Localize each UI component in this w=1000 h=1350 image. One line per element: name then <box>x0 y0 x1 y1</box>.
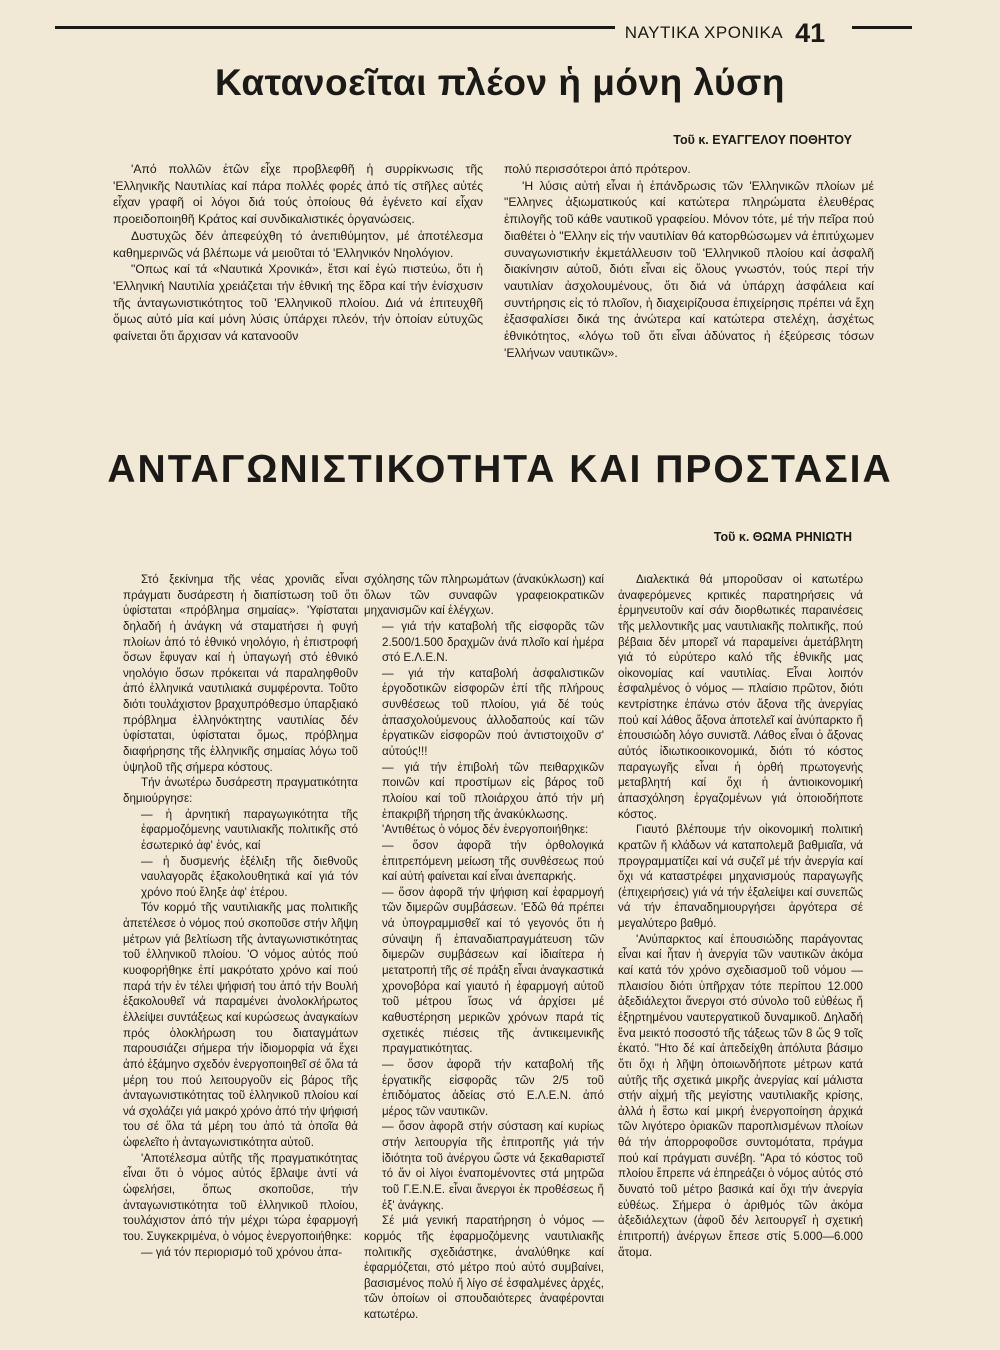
list-item: — γιά τόν περιορισμό τοῦ χρόνου ἀπα- <box>141 1245 343 1259</box>
article-2-column-3 <box>618 572 863 1260</box>
paragraph: Διαλεκτικά θά μποροῦσαν οἱ κατωτέρω ἀναφερόμενες κριτικές παρατηρήσεις νά ἑρμηνευτοῦν καί σάν διορθωτικές παραινέσεις τῆς μελλοντικῆς μας ναυτιλιακῆς πολιτικῆς, πού βέβαια δέν μπορεῖ νά παραμείνει ἀμετάβλητη γιά τό εὐρύτερο καλό τῆς ἐθνικῆς μας οἰκονομίας καί ναυτιλίας. Εἶναι λοιπόν ἐσφαλμένος ὁ νόμος — πλαίσιο πρῶτον, διότι κεντρίστηκε ἐπάνω στόν ἄξονα τῆς ἀνεργίας πού καί λάθος ἄξονα ἀποτελεῖ καί ἀνύπαρκτο ἤ ἐπουσιώδη λόγο συνιστᾶ. Λάθος εἶναι ὁ ἄξονας αὐτός ἰδιωτικοοικονομικά, διότι τό κόστος παραγωγῆς εἶναι ἡ ὀρθή πρωτογενής μεταβλητή καί ὄχι ἡ ἀντιοικονομική ἀπασχόληση ἐργαζομένων γιά ὁποιοδήποτε κόστος. <box>618 573 863 821</box>
paragraph: Τόν κορμό τῆς ναυτιλιακῆς μας πολιτικῆς ἀπετέλεσε ὁ νόμος πού σκοποῦσε στήν λῆψη μέτρων γιά βελτίωση τῆς ἀνταγωνιστικότητας τοῦ ἑλληνικοῦ πλοίου. 'Ο νόμος αὐτός πού κυοφορήθηκε ἐπί μακρότατο χρόνο καί πού παρά τήν ἐν τέλει ψήφισή του ἀπό τήν Βουλή ἐξακολουθεῖ νά παραμένει ἀνολοκλήρωτος ἐλλείψει συντάξεως καί κυρώσεως ἀναγκαίων πρός ὁλοκλήρωση του διαταγμάτων παρουσιάζει σήμερα τήν ἰδιομορφία νά ἔχει ἀπό ἑξάμηνο σχεδόν ἐνεργοποιηθεῖ σέ ὅλα τά μέρη του πού λειτουργοῦν εἰς βάρος τῆς ἀνταγωνιστικότητας τοῦ ἑλληνικοῦ πλοίου καί νά σχολάζει γιά μακρό χρόνο ἀπό τήν ψήφισή του σέ ὅλα τά μέρη του ἀπό τά ὁποῖα θά ὠφελεῖτο ἡ ἀνταγωνιστικότητα αὐτοῦ. <box>123 901 358 1150</box>
list-item: — ὅσον ἀφορᾶ τήν ὀρθολογικά ἐπιτρεπόμενη μείωση τῆς συνθέσεως πού καί αὐτή φαίνεται καί εἶναι ἀνεπαρκής. <box>382 838 604 884</box>
paragraph: σχόλησης τῶν πληρωμάτων (ἀνακύκλωση) καί ὅλων τῶν συναφῶν γραφειοκρατικῶν μηχανισμῶν καί ἐλέγχων. <box>364 573 604 618</box>
paragraph: Τήν ἀνωτέρω δυσάρεστη πραγματικότητα δημιούργησε: <box>123 776 358 805</box>
list-item: — γιά τήν ἐπιβολή τῶν πειθαρχικῶν ποινῶν καί προστίμων εἰς βάρος τοῦ πλοίου καί τοῦ πλοιάρχου ἀπό τήν μή ἐπακριβῆ τήρηση τῆς ἀνακύκλωσης. <box>382 760 604 821</box>
list-item: — ὅσον ἀφορᾶ τήν ψήφιση καί ἐφαρμογή τῶν διμερῶν συμβάσεων. 'Εδῶ θά πρέπει νά ὑπογραμμισθεῖ καί τό γεγονός ὅτι ἡ σύναψη ἤ ἐπαναδιαπραγμάτευση τῶν διμερῶν συμβάσεων καί ἰδιαίτερα ἡ μετατροπή τῆς σέ πράξη εἶναι ἀναγκαστικά χρονοβόρα καί γιαυτό ἡ ἐφαρμογή αὐτοῦ τοῦ μέτρου ἴσως νά ἀρχίσει μέ καθυστέρηση μερικῶν χρόνων παρά τίς σχετικές πιέσεις τῆς ἀντικειμενικῆς πραγματικότητας. <box>382 885 604 1056</box>
article-2-column-1 <box>123 572 358 1260</box>
article-2-title: ΑΝΤΑΓΩΝΙΣΤΙΚΟΤΗΤΑ ΚΑΙ ΠΡΟΣΤΑΣΙΑ <box>107 448 893 491</box>
paragraph: Γιαυτό βλέπουμε τήν οἰκονομική πολιτική κρατῶν ἤ κλάδων νά καταπολεμᾶ βαθμιαῖα, νά προγραμματίζει καί νά συζεῖ μέ τήν ἀνεργία καί ὄχι νά καταστρέφει μηχανισμούς παραγωγῆς (ἐπιχειρήσεις) γιά νά τήν ἐξαλείψει καί συνεπῶς νά τήν ἐπαναδημιουργήσει ἀργότερα σέ μεγαλύτερο βαθμό. <box>618 823 863 931</box>
paragraph: 'Η λύσις αὐτή εἶναι ἡ ἐπάνδρωσις τῶν 'Ελληνικῶν πλοίων μέ "Ελληνες ἀξιωματικούς καί κατώτερα πληρώματα ἐλευθέρας ἐπιλογῆς τοῦ κάθε ναυτικοῦ γραφείου. Μόνον τότε, μέ τήν πεῖρα πού διαθέτει ὁ "Ελλην εἰς τήν ναυτιλίαν θά κατορθώσωμεν νά ἐπιτύχωμεν συναγωνιστικήν ἐκμετάλλευσιν τοῦ 'Ελληνικοῦ πλοίου καί ἀσφαλῆ διακίνησιν αὐτοῦ, διότι εἶναι εἰς ὅλους γνωστόν, τούς περί τήν ναυτιλίαν ἀσχολουμένους, ὅτι διά νά ὑπάρχη ἀσφάλεια καί συντήρησις εἰς τό πλοῖον, ἡ διαχειρίζουσα ἐπιχείρησις πρέπει νά ἔχη ἐξασφαλίσει δικά της ἀνώτερα καί κατώτερα στελέχη, ἀσχέτως ἐθνικότητος, «λόγω τοῦ ὅτι εἶναι ἀδύνατος ἡ ἐξεύρεσις τόσων 'Ελλήνων ναυτικῶν». <box>504 178 874 360</box>
header-rule <box>852 26 912 29</box>
paragraph: Δυστυχῶς δέν ἀπεφεύχθη τό ἀνεπιθύμητον, μέ ἀποτέλεσμα καθημερινῶς νά βλέπωμε νά μειοῦται τό 'Ελληνικόν Νηολόγιον. <box>113 228 483 260</box>
list-item: — ὅσον ἀφορᾶ στήν σύσταση καί κυρίως στήν λειτουργία τῆς ἐπιτροπῆς γιά τήν ἰδιότητα τοῦ ἀνέργου ὥστε νά ξεκαθαριστεῖ τό ἄν οἱ λίγοι ἐναπομένοντες στά μητρῶα τοῦ Γ.Ε.Ν.Ε. εἶναι ἄνεργοι ἐκ προθέσεως ἤ ἐξ' ἀνάγκης. <box>382 1120 604 1212</box>
page-number: 41 <box>795 17 826 48</box>
paragraph: Σέ μιά γενική παρατήρηση ὁ νόμος — κορμός τῆς ἐφαρμοζόμενης ναυτιλιακῆς πολιτικῆς σχεδιάστηκε, ἀναλύθηκε καί ἐφαρμόζεται, στό μέτρο πού αὐτό συμβαίνει, βασισμένος πολύ ἤ λίγο σέ ἐσφαλμένες ἀρχές, τῶν ὁποίων οἱ σπουδαιότερες ἀναφέρονται κατωτέρω. <box>364 1214 604 1322</box>
paragraph: "Οπως καί τά «Ναυτικά Χρονικά», ἔτσι καί ἐγώ πιστεύω, ὅτι ἡ 'Ελληνική Ναυτιλία χρειάζεται τήν ἐθνική της ἕδρα καί τήν ἐνίσχυσιν τῆς ἀνταγωνιστικότητος τοῦ 'Ελληνικοῦ πλοίου. Διά νά ἐπιτευχθῆ ὅμως αὐτό μία καί μόνη λύσις ὑπάρχει πλεόν, τήν ὁποίαν εὐτυχῶς φαίνεται ὅτι ἄρχισαν νά κατανοοῦν <box>113 262 483 344</box>
paragraph: 'Αποτέλεσμα αὐτῆς τῆς πραγματικότητας εἶναι ὅτι ὁ νόμος αὐτός ἔβλαψε ἀντί νά ὠφελήσει, ὅπως σκοποῦσε, τήν ἀνταγωνιστικότητα τοῦ ἑλληνικοῦ πλοίου, τουλάχιστον ἀπό τήν μέχρι τώρα ἐφαρμογή του. Συγκεκριμένα, ὁ νόμος ἐνεργοποιήθηκε: <box>123 1151 358 1243</box>
header-rule <box>55 26 615 29</box>
article-1-column-2 <box>504 161 874 361</box>
paragraph: 'Από πολλῶν ἐτῶν εἶχε προβλεφθῆ ἡ συρρίκνωσις τῆς 'Ελληνικῆς Ναυτιλίας καί πάρα πολλές φορές ἀπό τίς στῆλες αὐτές εἶχαν γραφῆ οἱ λόγοι διά τούς ὁποίους θά ἐγένετο καί εἶχαν προειδοποιηθῆ Κράτος καί συνδικαλιστικές ὀργανώσεις. <box>113 162 483 227</box>
list-item: — γιά τήν καταβολή τῆς εἰσφορᾶς τῶν 2.500/1.500 δραχμῶν ἀνά πλοῖο καί ἡμέρα στό Ε.Λ.Ε.Ν. <box>382 619 604 665</box>
paragraph: 'Ανύπαρκτος καί ἐπουσιώδης παράγοντας εἶναι καί ἦταν ἡ ἀνεργία τῶν ναυτικῶν ἀκόμα καί κατά τόν χρόνο σχεδιασμοῦ τοῦ νόμου — πλαισίου διότι ὑπῆρχαν τότε περίπου 12.000 ἀξεδιάλεχτοι ἄνεργοι στό σύνολο τοῦ εὐθέως ἤ ἐξηρτημένου ναυτεργατικοῦ δυναμικοῦ. Δηλαδή ἕνα μεικτό ποσοστό τῆς τάξεως τῶν 8 ὥς 9 τοῖς ἑκατό. "Ητο δέ καί ἀπεδείχθη ἀπόλυτα βάσιμο ὅτι ὄχι ἡ λῆψη ὁποιωνδήποτε μέτρων κατά αὐτῆς τῆς σχετικά μικρῆς ἀνεργίας καί μάλιστα στήν αἰχμή τῆς μεγίστης ναυτιλιακῆς κρίσης, ἀλλά ἡ ἔστω καί μικρή ἐνεργοποίηση ἀρχικά τῶν λιγότερο ὁριακῶν παροπλισμένων πλοίων θά τήν ἀπορροφοῦσε συντομότατα, πράγμα πού καί πράγματι συνέβη. "Αρα τό κόστος τοῦ πλοίου ἔπρεπε νά ἐπηρεάζει ὁ νόμος αὐτός στό δυνατό τοῦ μέτρο βασικά καί ὄχι τήν ἀνεργία εὐθέως. Σήμερα ὁ ἀριθμός τῶν ἀκόμα ἀξεδιάλεχτων (ἀφοῦ δέν λειτουργεῖ ἡ σχετική ἐπιτροπή) ἀνέργων ἔπεσε στίς 5.000—6.000 ἄτομα. <box>618 932 863 1259</box>
running-head <box>600 18 850 48</box>
magazine-name: ΝΑΥΤΙΚΑ ΧΡΟΝΙΚΑ <box>624 23 784 42</box>
article-1-title: Κατανοεῖται πλέον ἡ μόνη λύση <box>215 62 785 103</box>
list-item: — ἡ ἀρνητική παραγωγικότητα τῆς ἐφαρμοζόμενης ναυτιλιακῆς πολιτικῆς στό ἐσωτερικό ἀφ' ἑνός, καί <box>141 807 358 852</box>
list-item: — ἡ δυσμενής ἐξέλιξη τῆς διεθνοῦς ναυλαγορᾶς ἐξακολουθητικά καί γιά τόν χρόνο πού ἔληξε ἀφ' ἑτέρου. <box>141 854 358 899</box>
article-1-column-1 <box>113 161 483 345</box>
paragraph: Στό ξεκίνημα τῆς νέας χρονιᾶς εἶναι πράγματι δυσάρεστη ἡ διαπίστωση τοῦ ὅτι ὑφίσταται «πρόβλημα σημαίας». 'Υφίσταται δηλαδή ἡ ἀνάγκη νά σταματήσει ἡ φυγή πλοίων ἀπό τό ἐθνικό νηολόγιο, ἡ ἐπιστροφή ὅσων ἔφυγαν καί ἡ ὑπαγωγή στό ἐθνικό νηολόγιο ὅσων πρόκειται νά παραληφθοῦν ἀπό ἑλληνικά ναυτιλιακά συμφέροντα. Τοῦτο διότι τουλάχιστον βραχυπρόθεσμο ὑπαρξιακό πρόβλημα ἑλληνόκτητης ναυτιλίας δέν ὑφίσταται, ὑφίσταται ὅμως, πρόβλημα διαφήρησης τῆς ἑλληνικῆς σημαίας λόγω τοῦ ὑψηλοῦ τῆς σήμερα κόστους. <box>123 573 358 774</box>
paragraph: 'Αντιθέτως ὁ νόμος δέν ἐνεργοποιήθηκε: <box>382 823 589 837</box>
article-2-byline: Τοῦ κ. ΘΩΜΑ ΡΗΝΙΩΤΗ <box>713 530 852 544</box>
article-2-column-2 <box>364 572 604 1323</box>
paragraph: πολύ περισσότεροι ἀπό πρότερον. <box>504 162 691 176</box>
article-1-byline: Τοῦ κ. ΕΥΑΓΓΕΛΟΥ ΠΟΘΗΤΟΥ <box>673 133 852 147</box>
list-item: — ὅσον ἀφορᾶ τήν καταβολή τῆς ἐργατικῆς εἰσφορᾶς τῶν 2/5 τοῦ ἐπιδόματος ἀδείας στό Ε.Λ.Ε.Ν. ἀπό μέρος τῶν ναυτικῶν. <box>382 1057 604 1118</box>
list-item: — γιά τήν καταβολή ἀσφαλιστικῶν ἐργοδοτικῶν εἰσφορῶν ἐπί τῆς πλήρους συνθέσεως τοῦ πλοίου, γιά δέ τούς ἀπασχολούμενους ἀλλοδαπούς καί τῶν ἐργατικῶν εἰσφορῶν πού ἀντιστοιχοῦν σ' αὐτούς!!! <box>382 666 604 759</box>
